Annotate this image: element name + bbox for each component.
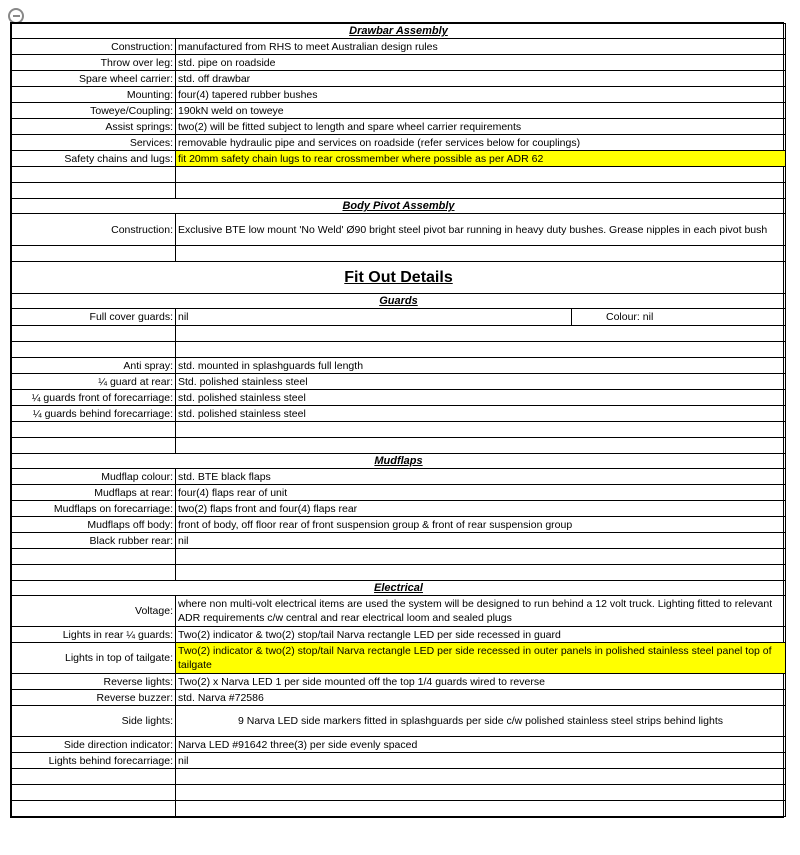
row-value: removable hydraulic pipe and services on roadside (refer services below for couplings) <box>176 135 786 151</box>
colour-cell <box>572 309 786 326</box>
empty-cell <box>176 565 786 581</box>
empty-cell <box>12 183 176 199</box>
row-label: Lights in top of tailgate: <box>12 643 176 674</box>
row-label: Lights in rear ¼ guards: <box>12 627 176 643</box>
empty-cell <box>12 769 176 785</box>
electrical-heading: Electrical <box>12 581 786 596</box>
row-label: Toweye/Coupling: <box>12 103 176 119</box>
row-label: Mudflaps off body: <box>12 517 176 533</box>
row-value: std. polished stainless steel <box>176 390 786 406</box>
empty-cell <box>176 183 786 199</box>
row-value: Two(2) indicator & two(2) stop/tail Narva rectangle LED per side recessed in guard <box>176 627 786 643</box>
row-label: Assist springs: <box>12 119 176 135</box>
empty-cell <box>12 785 176 801</box>
guards-heading: Guards <box>12 294 786 309</box>
empty-cell <box>176 246 786 262</box>
empty-cell <box>176 326 786 342</box>
row-label: Side lights: <box>12 706 176 737</box>
row-label: Spare wheel carrier: <box>12 71 176 87</box>
row-value: std. polished stainless steel <box>176 406 786 422</box>
colour-value: nil <box>642 311 654 323</box>
row-value: nil <box>176 533 786 549</box>
body-pivot-heading: Body Pivot Assembly <box>12 199 786 214</box>
row-value: std. off drawbar <box>176 71 786 87</box>
mudflaps-heading: Mudflaps <box>12 454 786 469</box>
row-value: nil <box>176 753 786 769</box>
row-value: 190kN weld on toweye <box>176 103 786 119</box>
empty-cell <box>176 438 786 454</box>
row-label: Reverse buzzer: <box>12 690 176 706</box>
colour-label: Colour: <box>606 311 640 323</box>
spec-sheet <box>10 22 784 818</box>
empty-cell <box>12 167 176 183</box>
empty-cell <box>12 565 176 581</box>
row-label: Mudflaps at rear: <box>12 485 176 501</box>
row-value: std. pipe on roadside <box>176 55 786 71</box>
row-value: std. mounted in splashguards full length <box>176 358 786 374</box>
empty-cell <box>12 422 176 438</box>
drawbar-heading: Drawbar Assembly <box>12 24 786 39</box>
row-value-highlighted: fit 20mm safety chain lugs to rear crossmember where possible as per ADR 62 <box>176 151 786 167</box>
row-label: Full cover guards: <box>12 309 176 326</box>
empty-cell <box>176 549 786 565</box>
empty-cell <box>176 342 786 358</box>
row-label: ¼ guards behind forecarriage: <box>12 406 176 422</box>
row-value: Two(2) x Narva LED 1 per side mounted off the top 1/4 guards wired to reverse <box>176 674 786 690</box>
row-value: Exclusive BTE low mount 'No Weld' Ø90 bright steel pivot bar running in heavy duty bushes. Grease nipples in each pivot bush <box>176 214 786 246</box>
empty-cell <box>12 246 176 262</box>
empty-cell <box>12 342 176 358</box>
row-label: Construction: <box>12 39 176 55</box>
row-value-highlighted: Two(2) indicator & two(2) stop/tail Narva rectangle LED per side recessed in outer panels in polished stainless steel panel top of tailgate <box>176 643 786 674</box>
row-label: Mounting: <box>12 87 176 103</box>
row-label: Construction: <box>12 214 176 246</box>
empty-cell <box>176 801 786 817</box>
empty-cell <box>176 167 786 183</box>
row-label: ¼ guards front of forecarriage: <box>12 390 176 406</box>
row-value: Narva LED #91642 three(3) per side evenly spaced <box>176 737 786 753</box>
row-label: Side direction indicator: <box>12 737 176 753</box>
empty-cell <box>176 785 786 801</box>
row-value: where non multi-volt electrical items are used the system will be designed to run behind a 12 volt truck. Lighting fitted to relevant ADR requirements c/w central and rear electrical loom and sealed plugs <box>176 596 786 627</box>
row-label: ¼ guard at rear: <box>12 374 176 390</box>
row-label: Anti spray: <box>12 358 176 374</box>
empty-cell <box>12 549 176 565</box>
row-value: two(2) flaps front and four(4) flaps rear <box>176 501 786 517</box>
row-value: std. BTE black flaps <box>176 469 786 485</box>
row-value: 9 Narva LED side markers fitted in splashguards per side c/w polished stainless steel strips behind lights <box>176 706 786 737</box>
row-value: four(4) flaps rear of unit <box>176 485 786 501</box>
row-value: Std. polished stainless steel <box>176 374 786 390</box>
row-label: Safety chains and lugs: <box>12 151 176 167</box>
row-label: Mudflap colour: <box>12 469 176 485</box>
spec-table <box>11 23 786 817</box>
empty-cell <box>176 769 786 785</box>
empty-cell <box>12 438 176 454</box>
row-label: Black rubber rear: <box>12 533 176 549</box>
empty-cell <box>12 801 176 817</box>
row-label: Reverse lights: <box>12 674 176 690</box>
row-label: Throw over leg: <box>12 55 176 71</box>
row-label: Voltage: <box>12 596 176 627</box>
row-label: Lights behind forecarriage: <box>12 753 176 769</box>
empty-cell <box>176 422 786 438</box>
row-value: manufactured from RHS to meet Australian design rules <box>176 39 786 55</box>
fit-out-title: Fit Out Details <box>12 262 786 294</box>
row-value: nil <box>176 309 572 326</box>
row-value: four(4) tapered rubber bushes <box>176 87 786 103</box>
row-value: std. Narva #72586 <box>176 690 786 706</box>
empty-cell <box>12 326 176 342</box>
row-value: front of body, off floor rear of front suspension group & front of rear suspension group <box>176 517 786 533</box>
row-value: two(2) will be fitted subject to length and spare wheel carrier requirements <box>176 119 786 135</box>
row-label: Services: <box>12 135 176 151</box>
row-label: Mudflaps on forecarriage: <box>12 501 176 517</box>
